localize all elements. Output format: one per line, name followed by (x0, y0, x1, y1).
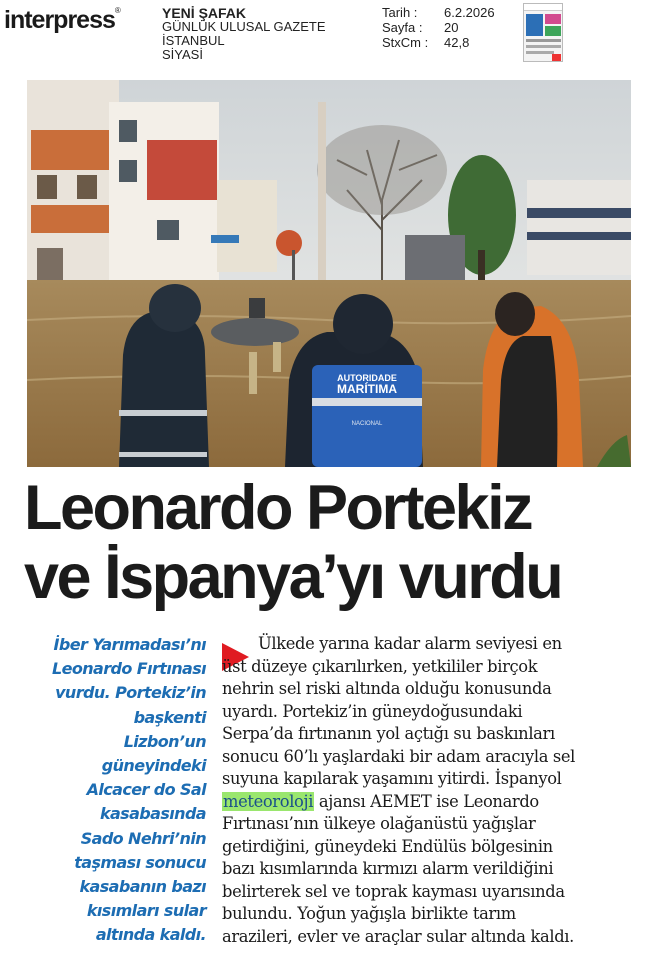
shop-sign (211, 235, 239, 243)
logo-text: interpress (4, 6, 115, 34)
thumbnail-block (545, 26, 561, 36)
publication-info (162, 6, 326, 62)
lead-line: güneyindeki (101, 756, 206, 776)
lead-line: kasabasında (99, 804, 206, 824)
body-line: Fırtınası’nın ülkeye olağanüstü yağışlar (222, 814, 536, 833)
meta-stxcm-value: 42,8 (444, 35, 470, 50)
meta-date-row (382, 5, 514, 20)
lead-summary (18, 633, 206, 948)
lead-line: altında kaldı. (95, 925, 206, 945)
lead-line: başkenti (133, 707, 206, 727)
highlighted-keyword[interactable]: meteoroloji (223, 791, 314, 811)
publication-section: SİYASİ (162, 47, 203, 62)
lead-line: taşması sonucu (74, 852, 206, 872)
body-line: üst düzeye çıkarılırken, yetkililer birçok (222, 656, 538, 676)
meta-stxcm-row (382, 35, 514, 50)
flood-photo (27, 80, 631, 467)
publication-city: İSTANBUL (162, 33, 225, 48)
building-right-stripe (527, 232, 631, 240)
lead-line: vurdu. Portekiz’in (55, 683, 206, 703)
publication-type: GÜNLÜK ULUSAL GAZETE (162, 19, 326, 34)
body-line: belirterek sel ve toprak kayması uyarısında (222, 881, 565, 901)
vest-label-1: AUTORIDADE (337, 373, 397, 383)
body-line: nehrin sel riski altında olduğu konusunda (222, 679, 552, 698)
headline-line-1: Leonardo Portekiz (24, 473, 532, 543)
body-line-highlight (222, 791, 642, 814)
headline (24, 474, 644, 612)
building-window (37, 175, 57, 199)
meta-stxcm-key: StxCm : (382, 35, 429, 50)
lead-line: Leonardo Fırtınası (52, 659, 206, 679)
meta-date-value: 6.2.2026 (444, 5, 495, 20)
lead-line: Alcacer do Sal (86, 780, 206, 800)
meta-date-key: Tarih : (382, 5, 418, 20)
publication-name: YENİ ŞAFAK (162, 5, 247, 21)
bollard (273, 342, 281, 372)
meta-page-row (382, 20, 514, 35)
building-balcony (31, 130, 113, 170)
road-sign (276, 230, 302, 256)
lead-line: Lizbon’un (123, 731, 206, 751)
tree-crown (317, 125, 447, 215)
body-line: bulundu. Yoğun yağışla birlikte tarım (222, 904, 516, 923)
building-red-band (147, 140, 217, 200)
thumbnail-masthead (524, 4, 562, 11)
flood-photo-illustration (27, 80, 631, 467)
thumbnail-block (545, 14, 561, 24)
body-line: uyardı. Portekiz’in güneydoğusundaki (222, 701, 523, 721)
thumbnail-text-line (526, 51, 554, 54)
thumbnail-text-line (526, 39, 561, 42)
headline-line-2: ve İspanya’yı vurdu (24, 542, 562, 612)
page-thumbnail[interactable] (523, 3, 563, 62)
building-far-left (217, 180, 277, 272)
lead-line: Sado Nehri’nin (80, 828, 206, 848)
article-body (222, 633, 642, 948)
body-line-rest: ajansı AEMET ise Leonardo (314, 791, 539, 811)
body-line: getirdiğini, güneydeki Endülüs bölgesinin (222, 836, 553, 856)
lead-line: İber Yarımadası’nı (53, 635, 206, 654)
boat-motor (249, 298, 265, 318)
meta-page-key: Sayfa : (382, 20, 423, 35)
body-line: bazı kısımlarında kırmızı alarm verildiğini (222, 859, 554, 878)
lead-line: kasabanın bazı (79, 877, 206, 897)
body-line: Ülkede yarına kadar alarm seviyesi en (258, 634, 562, 653)
building-right-stripe (527, 208, 631, 218)
thumbnail-block (552, 54, 561, 61)
vest-label-3: NACIONAL (351, 421, 383, 427)
small-house (405, 235, 465, 280)
clipping-meta (382, 5, 514, 50)
body-line: Serpa’da fırtınanın yol açtığı su baskınları (222, 724, 555, 743)
rubber-boat (211, 318, 299, 346)
thumbnail-text-line (526, 45, 561, 48)
building-balcony (31, 205, 113, 233)
interpress-logo (4, 6, 120, 35)
building-right (527, 180, 631, 275)
thumbnail-block (526, 14, 543, 36)
bollard (249, 352, 257, 394)
building-window (77, 175, 97, 199)
body-line: suyuna kapılarak yaşamını yitirdi. İspanyol (222, 769, 562, 788)
lead-line: kısımları sular (86, 901, 206, 921)
building-window (119, 160, 137, 182)
building-window (119, 120, 137, 142)
body-line: sonucu 60’lı yaşlardaki bir adam aracıyla sel (222, 746, 576, 766)
building-window (157, 220, 179, 240)
body-line: arazileri, evler ve araçlar sular altında kaldı. (222, 926, 574, 946)
registered-mark: ® (114, 6, 120, 15)
meta-page-value: 20 (444, 20, 459, 35)
vest-label-2: MARÍTIMA (337, 382, 397, 396)
